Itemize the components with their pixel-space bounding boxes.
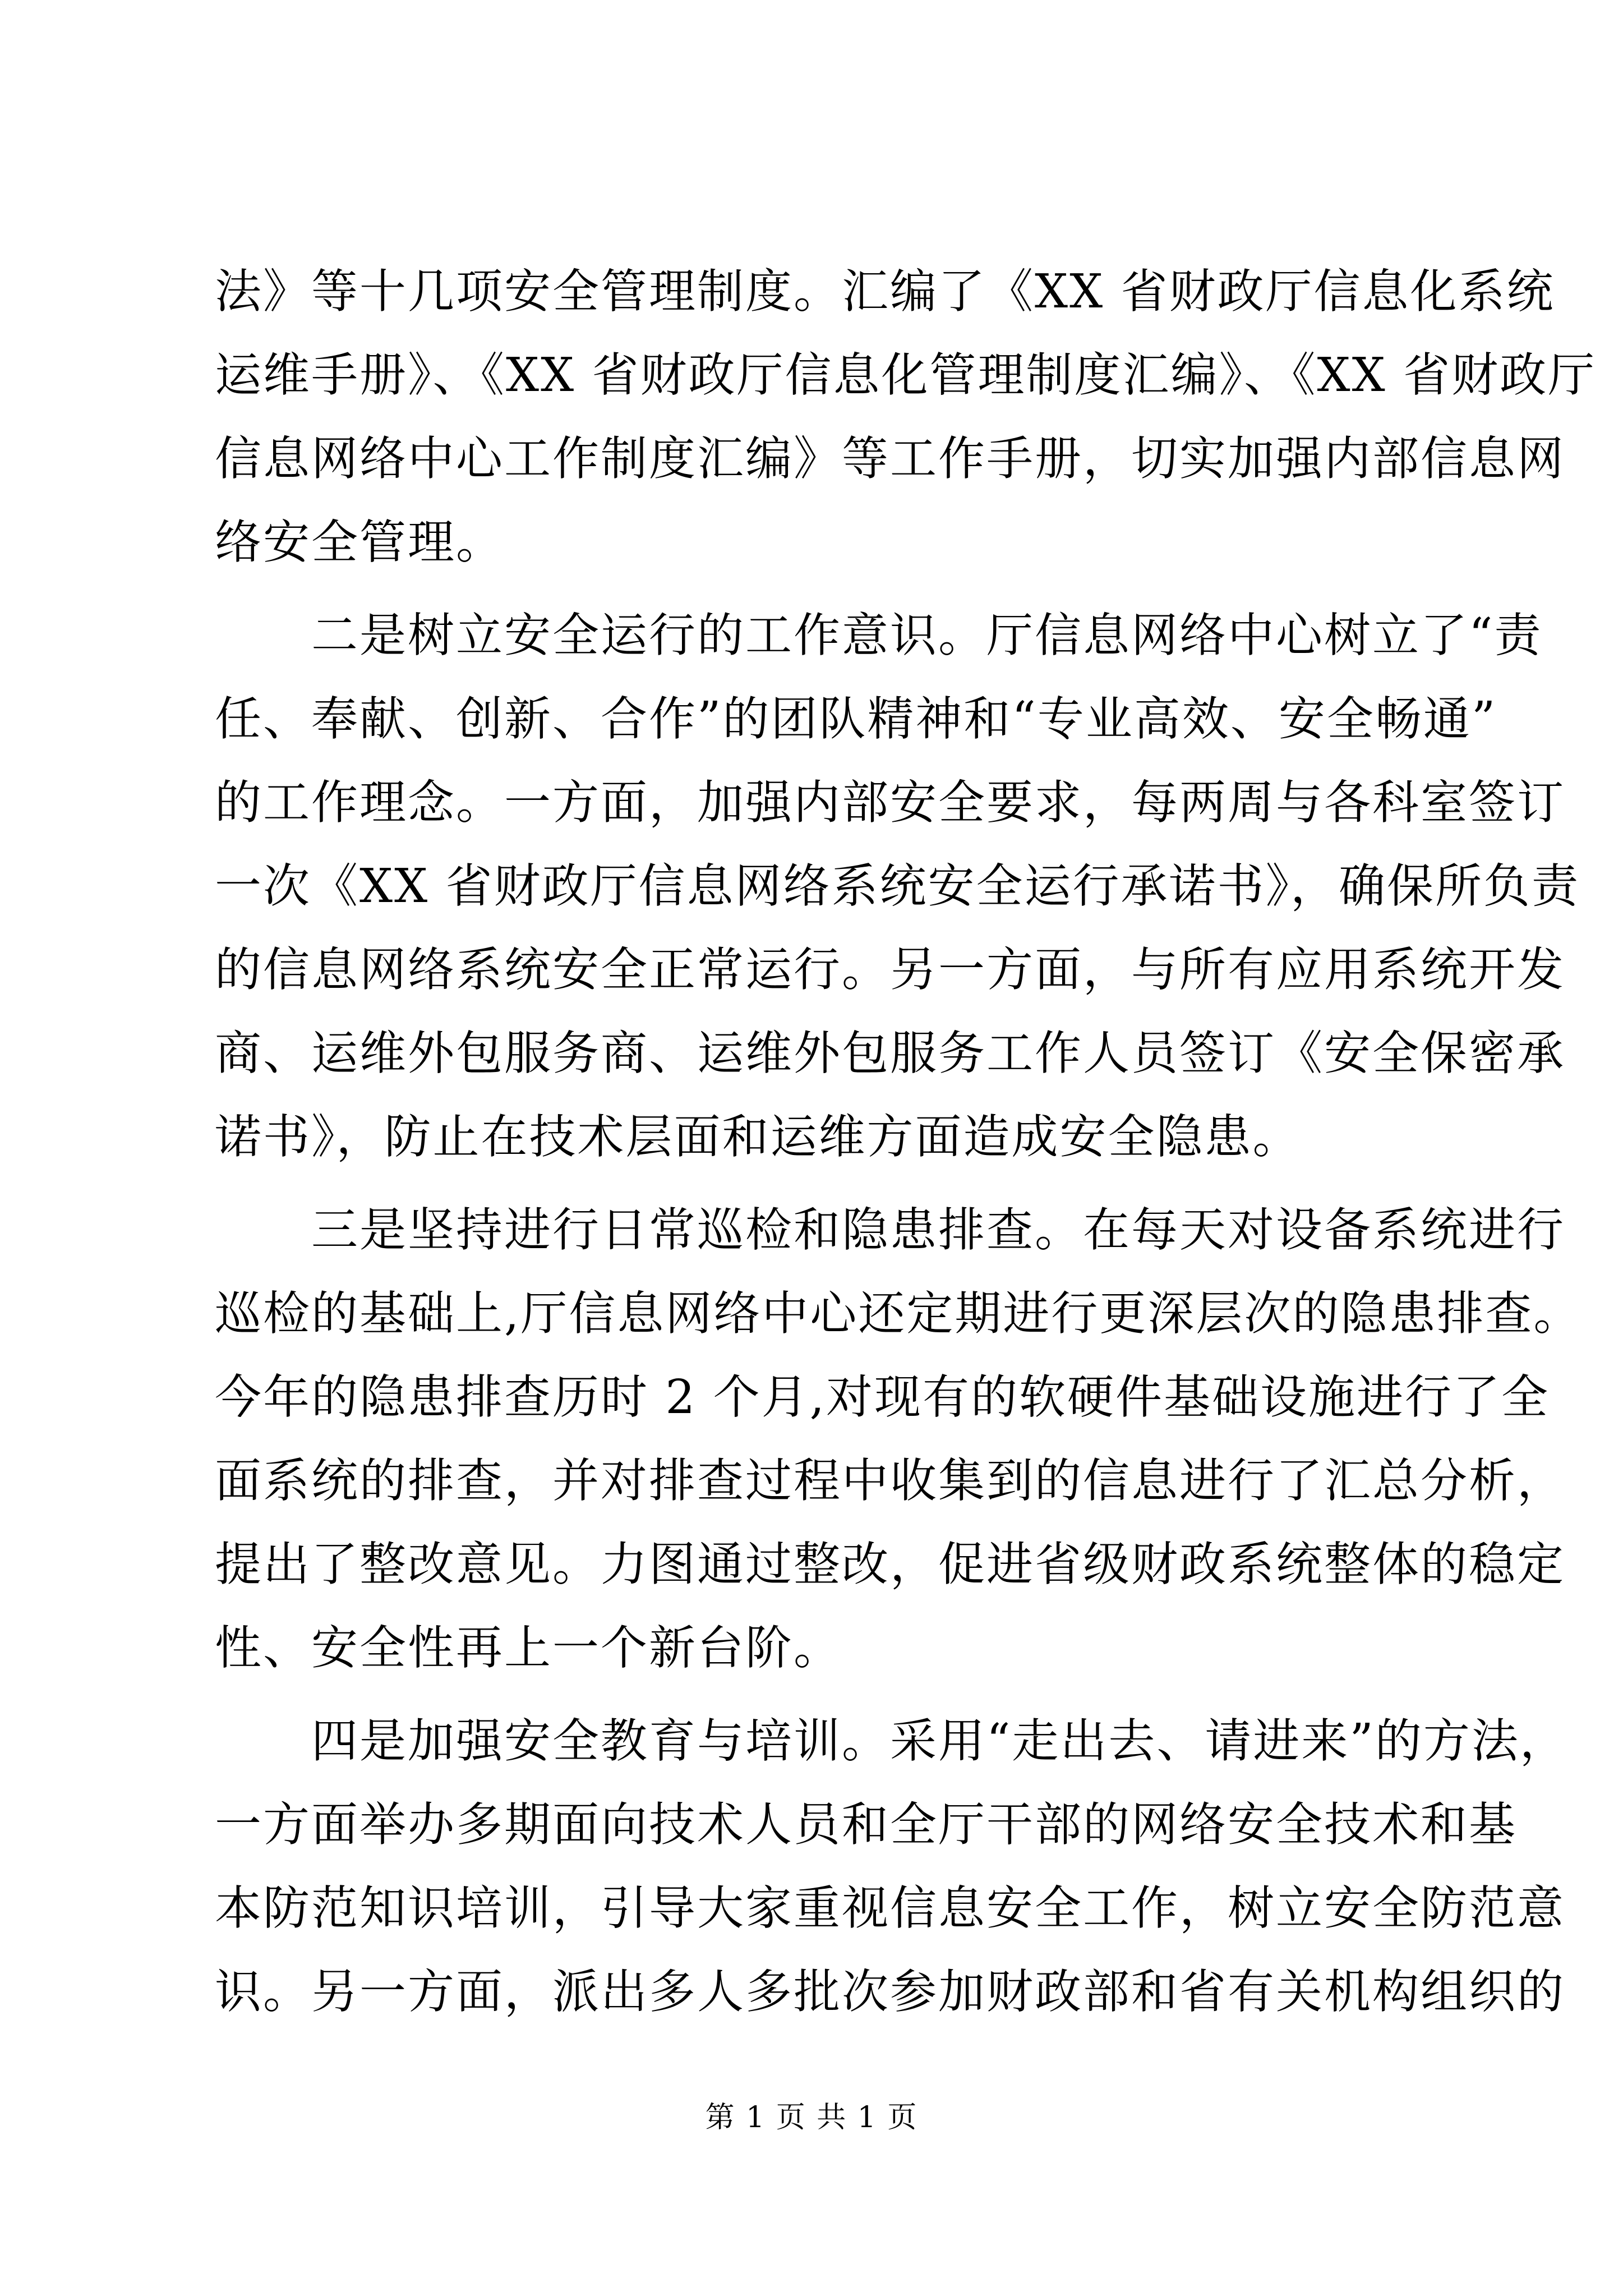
paragraph [215,1188,1582,1690]
paragraph-spacer [215,1179,1426,1188]
paragraph [215,250,1597,584]
paragraph-spacer [215,1690,1426,1699]
text-line: 性、安全性再上一个新台阶。 [215,1621,842,1675]
paragraph-spacer [215,584,1426,593]
text-line: 本防范知识培训，引导大家重视信息安全工作，树立安全防范意 [215,1881,1565,1935]
text-line: 一次《XX 省财政厅信息网络系统安全运行承诺书》，确保所负责 [215,859,1580,913]
text-line: 提出了整改意见。力图通过整改，促进省级财政系统整体的稳定 [215,1537,1565,1591]
document-body [215,250,1597,2033]
text-line: 今年的隐患排查历时 2 个月,对现有的软硬件基础设施进行了全 [215,1370,1550,1424]
text-line: 一方面举办多期面向技术人员和全厅干部的网络安全技术和基 [215,1797,1517,1852]
text-line: 二是树立安全运行的工作意识。厅信息网络中心树立了“责 [215,608,1543,662]
text-line: 络安全管理。 [215,515,504,569]
text-line: 商、运维外包服务商、运维外包服务工作人员签订《安全保密承 [215,1026,1565,1080]
text-line: 巡检的基础上,厅信息网络中心还定期进行更深层次的隐患排查。 [215,1286,1582,1341]
text-line: 识。另一方面，派出多人多批次参加财政部和省有关机构组织的 [215,1964,1565,2019]
text-line: 信息网络中心工作制度汇编》等工作手册，切实加强内部信息网 [215,431,1565,486]
paragraph [215,1699,1568,2033]
page-number-label: 第 1 页 共 1 页 [705,2101,918,2134]
paragraph [215,593,1580,1179]
text-line: 四是加强安全教育与培训。采用“走出去、请进来”的方法， [215,1714,1568,1768]
text-line: 的信息网络系统安全正常运行。另一方面，与所有应用系统开发 [215,942,1565,997]
text-line: 法》等十几项安全管理制度。汇编了《XX 省财政厅信息化系统 [215,264,1555,319]
text-line: 面系统的排查，并对排查过程中收集到的信息进行了汇总分析， [215,1453,1565,1508]
text-line: 的工作理念。一方面，加强内部安全要求，每两周与各科室签订 [215,775,1565,830]
text-line: 诺书》，防止在技术层面和运维方面造成安全隐患。 [215,1110,1301,1164]
page-footer [0,2095,1623,2140]
text-line: 运维手册》、《XX 省财政厅信息化管理制度汇编》、《XX 省财政厅 [215,348,1597,402]
text-line: 任、奉献、创新、合作”的团队精神和“专业高效、安全畅通” [215,692,1497,746]
text-line: 三是坚持进行日常巡检和隐患排查。在每天对设备系统进行 [215,1203,1565,1257]
